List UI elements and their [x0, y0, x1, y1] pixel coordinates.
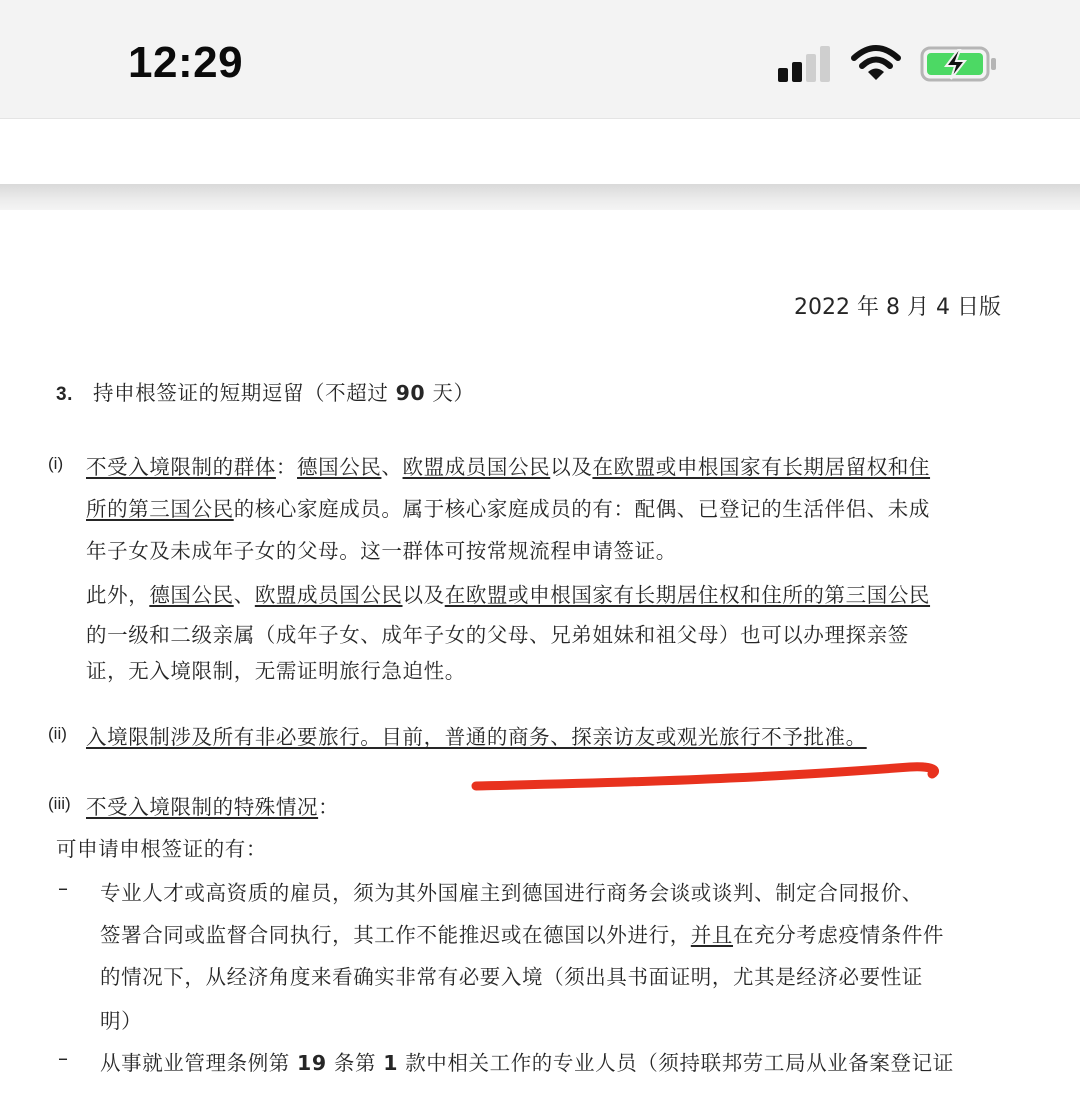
bullet-1-l2-u: 并且	[690, 923, 734, 947]
item-ii-text: 入境限制涉及所有非必要旅行。目前，普通的商务、探亲访友或观光旅行不予批准。	[86, 725, 867, 749]
bullet-2-n2: 1	[383, 1051, 399, 1075]
item-i-l1-u4: 在欧盟或申根国家有长期居留权和住	[592, 455, 931, 479]
item-iii-marker: (iii)	[48, 794, 71, 813]
section-title-days: 90	[395, 381, 426, 405]
item-i-l4-u3: 在欧盟或申根国家有长期居住权和住所的第三国公民	[444, 583, 931, 607]
bullet-2-n1: 19	[297, 1051, 327, 1075]
item-i-l4-u2: 欧盟成员国公民	[254, 583, 403, 607]
item-i-l1-u1: 不受入境限制的群体	[86, 455, 276, 479]
bullet-1-line-1: 专业人才或高资质的雇员，须为其外国雇主到德国进行商务会谈或谈判、制定合同报价、	[100, 881, 923, 905]
item-iii-heading: 不受入境限制的特殊情况	[86, 795, 319, 819]
bullet-2-dash: –	[58, 1046, 68, 1070]
red-annotation-stroke	[470, 758, 950, 798]
battery-charging-icon	[920, 46, 1000, 82]
item-i-l1-t1: ：	[275, 455, 298, 479]
item-i-l4-u1: 德国公民	[149, 583, 234, 607]
item-i-l2-u1: 所的第三国公民	[86, 497, 234, 521]
item-i-l2-t1: 的核心家庭成员。属于核心家庭成员的有：配偶、已登记的生活伴侣、未成	[233, 497, 931, 521]
item-iii-heading-line	[86, 790, 339, 820]
bullet-1-line-4: 明）	[100, 1009, 143, 1033]
item-i-line-4	[86, 578, 930, 608]
document-page	[0, 210, 1080, 1094]
document-toolbar	[0, 118, 1080, 185]
section-number: 3.	[56, 384, 74, 405]
bullet-1-l2-post: 在充分考虑疫情条件件	[733, 923, 945, 947]
item-i-l1-t2: 、	[381, 455, 403, 479]
bullet-1-dash: –	[58, 876, 68, 900]
item-i-line-6: 证，无入境限制，无需证明旅行急迫性。	[86, 659, 466, 683]
bullet-1-line-3: 的情况下，从经济角度来看确实非常有必要入境（须出具书面证明，尤其是经济必要性证	[100, 965, 923, 989]
status-bar	[0, 0, 1080, 118]
item-i-l4-t1: 、	[233, 583, 255, 607]
section-title-post: 天）	[425, 381, 475, 405]
section-heading	[56, 376, 475, 406]
item-i-marker: (i)	[48, 454, 64, 473]
item-i-line-3: 年子女及未成年子女的父母。这一群体可按常规流程申请签证。	[86, 539, 677, 563]
item-i-l1-u2: 德国公民	[297, 455, 382, 479]
status-time: 12:29	[128, 38, 244, 87]
toolbar-divider	[0, 184, 1080, 210]
cellular-signal-icon	[778, 46, 834, 82]
wifi-icon	[850, 44, 902, 82]
item-iii-intro: 可申请申根签证的有：	[56, 837, 267, 861]
bullet-2-mid: 条第	[326, 1051, 384, 1075]
item-i-l1-t3: 以及	[550, 455, 593, 479]
bullet-2-line-1	[100, 1046, 954, 1076]
item-i-l1-u3: 欧盟成员国公民	[402, 455, 551, 479]
bullet-1-line-2	[100, 918, 944, 948]
item-i-l4-t2: 以及	[402, 583, 445, 607]
section-title-pre: 持申根签证的短期逗留（不超过	[93, 381, 396, 405]
bullet-2-pre: 从事就业管理条例第	[100, 1051, 298, 1075]
item-i-line-5: 的一级和二级亲属（成年子女、成年子女的父母、兄弟姐妹和祖父母）也可以办理探亲签	[86, 623, 909, 647]
bullet-2-post: 款中相关工作的专业人员（须持联邦劳工局从业备案登记证	[398, 1051, 954, 1075]
item-i-l4-t0: 此外，	[86, 583, 150, 607]
item-i-line-1	[86, 450, 930, 480]
item-ii-marker: (ii)	[48, 724, 67, 743]
item-iii-colon: ：	[318, 795, 340, 819]
document-version: 2022 年 8 月 4 日版	[794, 295, 1001, 320]
item-i-line-2	[86, 492, 930, 522]
bullet-1-l2-pre: 签署合同或监督合同执行，其工作不能推迟或在德国以外进行，	[100, 923, 691, 947]
